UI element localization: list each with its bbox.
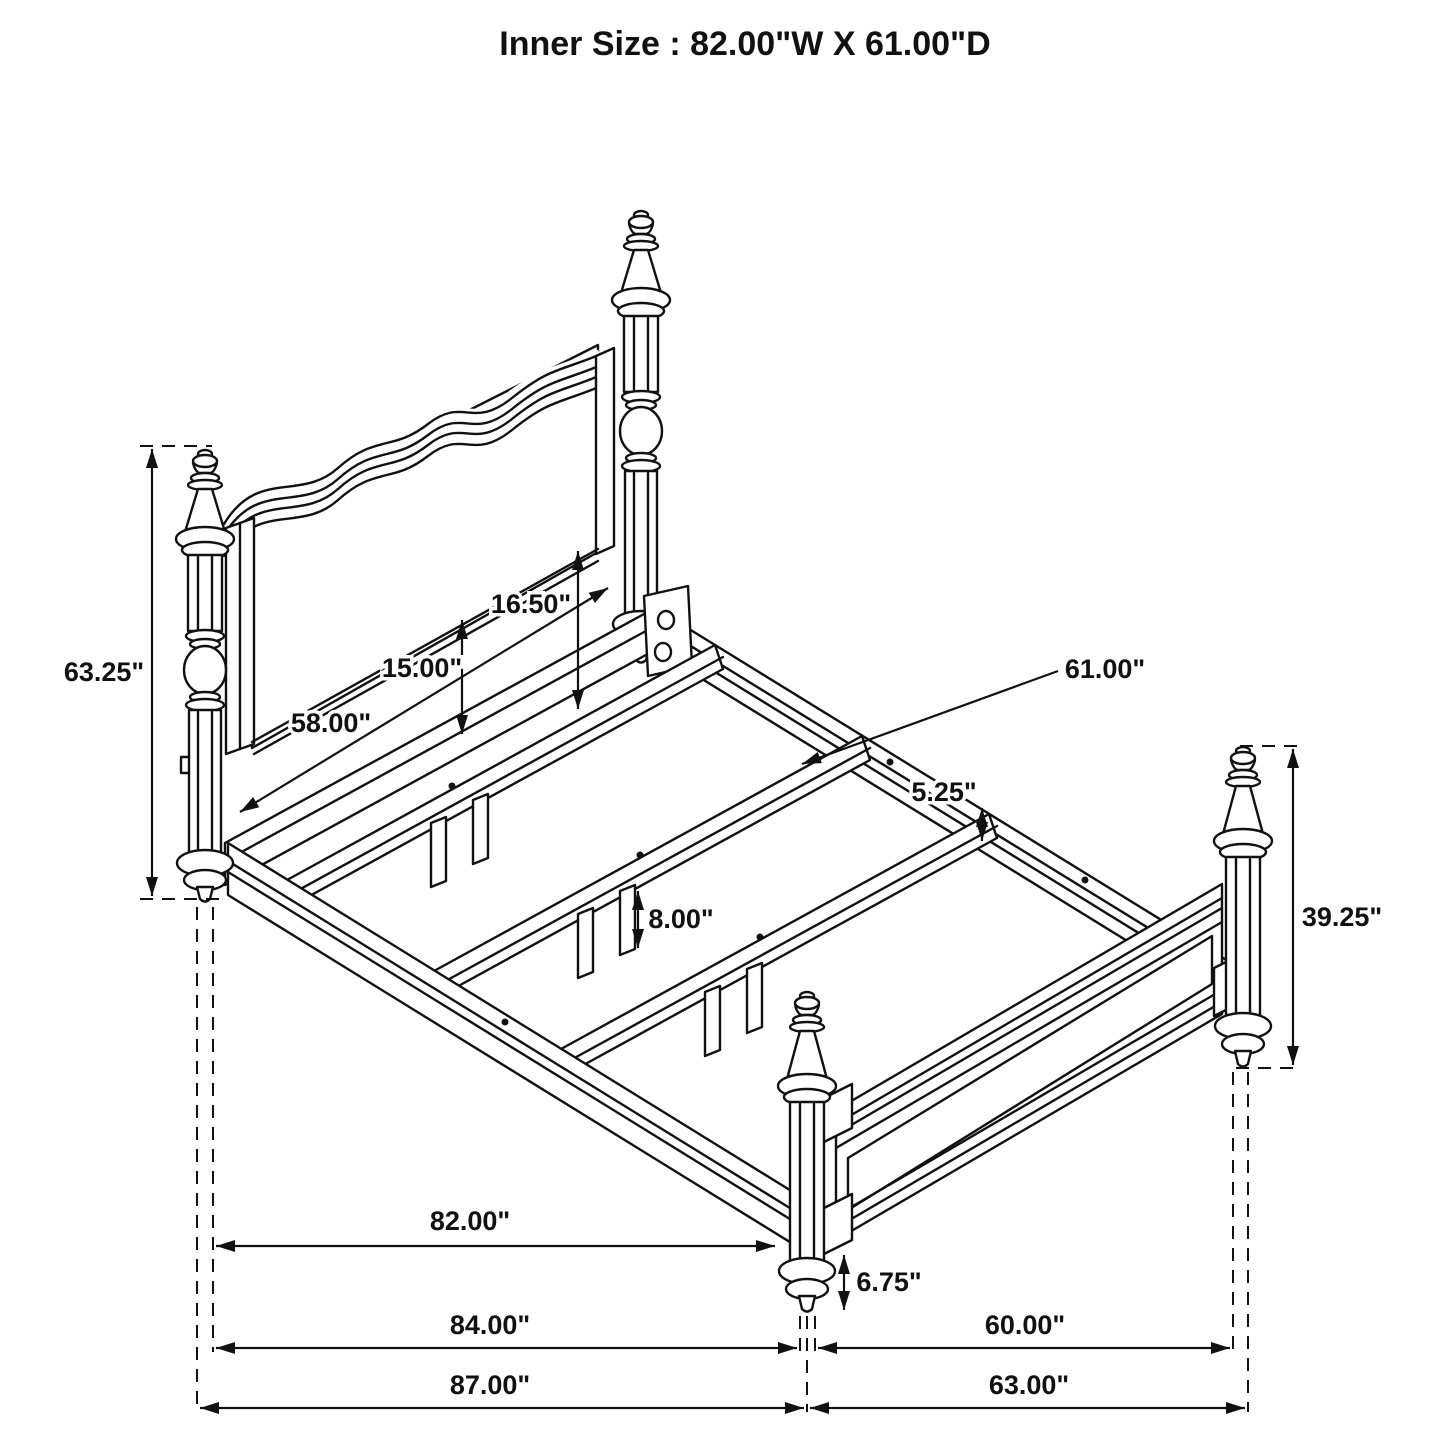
dim-label-footboard-post-height: 39.25" [1301, 902, 1383, 932]
dim-foot-height [844, 1255, 922, 1310]
dim-label-outer-length: 84.00" [449, 1310, 531, 1340]
dim-headboard-post-height [64, 449, 152, 896]
dim-label-support-leg-height: 8.00" [648, 904, 714, 934]
dim-label-headboard-width: 58.00" [290, 708, 372, 738]
dim-overall-length [200, 1370, 804, 1408]
dim-label-slat-length: 61.00" [1064, 654, 1146, 684]
slat-3-leg-b [747, 963, 762, 1033]
dim-footboard-post-height [1293, 749, 1382, 1065]
dim-inner-length [216, 1206, 775, 1246]
dim-label-side-rail-depth: 5.25" [911, 777, 977, 807]
dim-support-leg-height [638, 891, 714, 948]
slat-3-leg-a [705, 986, 720, 1056]
dim-label-overall-width: 63.00" [988, 1370, 1070, 1400]
dim-label-foot-height: 6.75" [856, 1267, 922, 1297]
footboard-panel [836, 884, 1222, 1240]
dim-label-headboard-panel-height: 16.50" [490, 589, 572, 619]
slat-2-leg-b [620, 885, 635, 955]
dim-label-inner-length: 82.00" [429, 1206, 511, 1236]
footboard-left-post [778, 992, 836, 1312]
dim-footboard-width [818, 1310, 1230, 1348]
dim-label-footboard-width: 60.00" [984, 1310, 1066, 1340]
dim-label-headboard-clearance: 15.00" [381, 653, 463, 683]
dim-overall-width [810, 1370, 1245, 1408]
page-title: Inner Size : 82.00"W X 61.00"D [499, 25, 991, 63]
slat-2-leg-a [578, 908, 593, 978]
slat-1-leg-a [431, 817, 446, 887]
dim-label-overall-length: 87.00" [449, 1370, 531, 1400]
slat-1-leg-b [473, 794, 488, 864]
dim-label-headboard-post-height: 63.25" [63, 657, 145, 687]
dim-outer-length [216, 1310, 797, 1348]
